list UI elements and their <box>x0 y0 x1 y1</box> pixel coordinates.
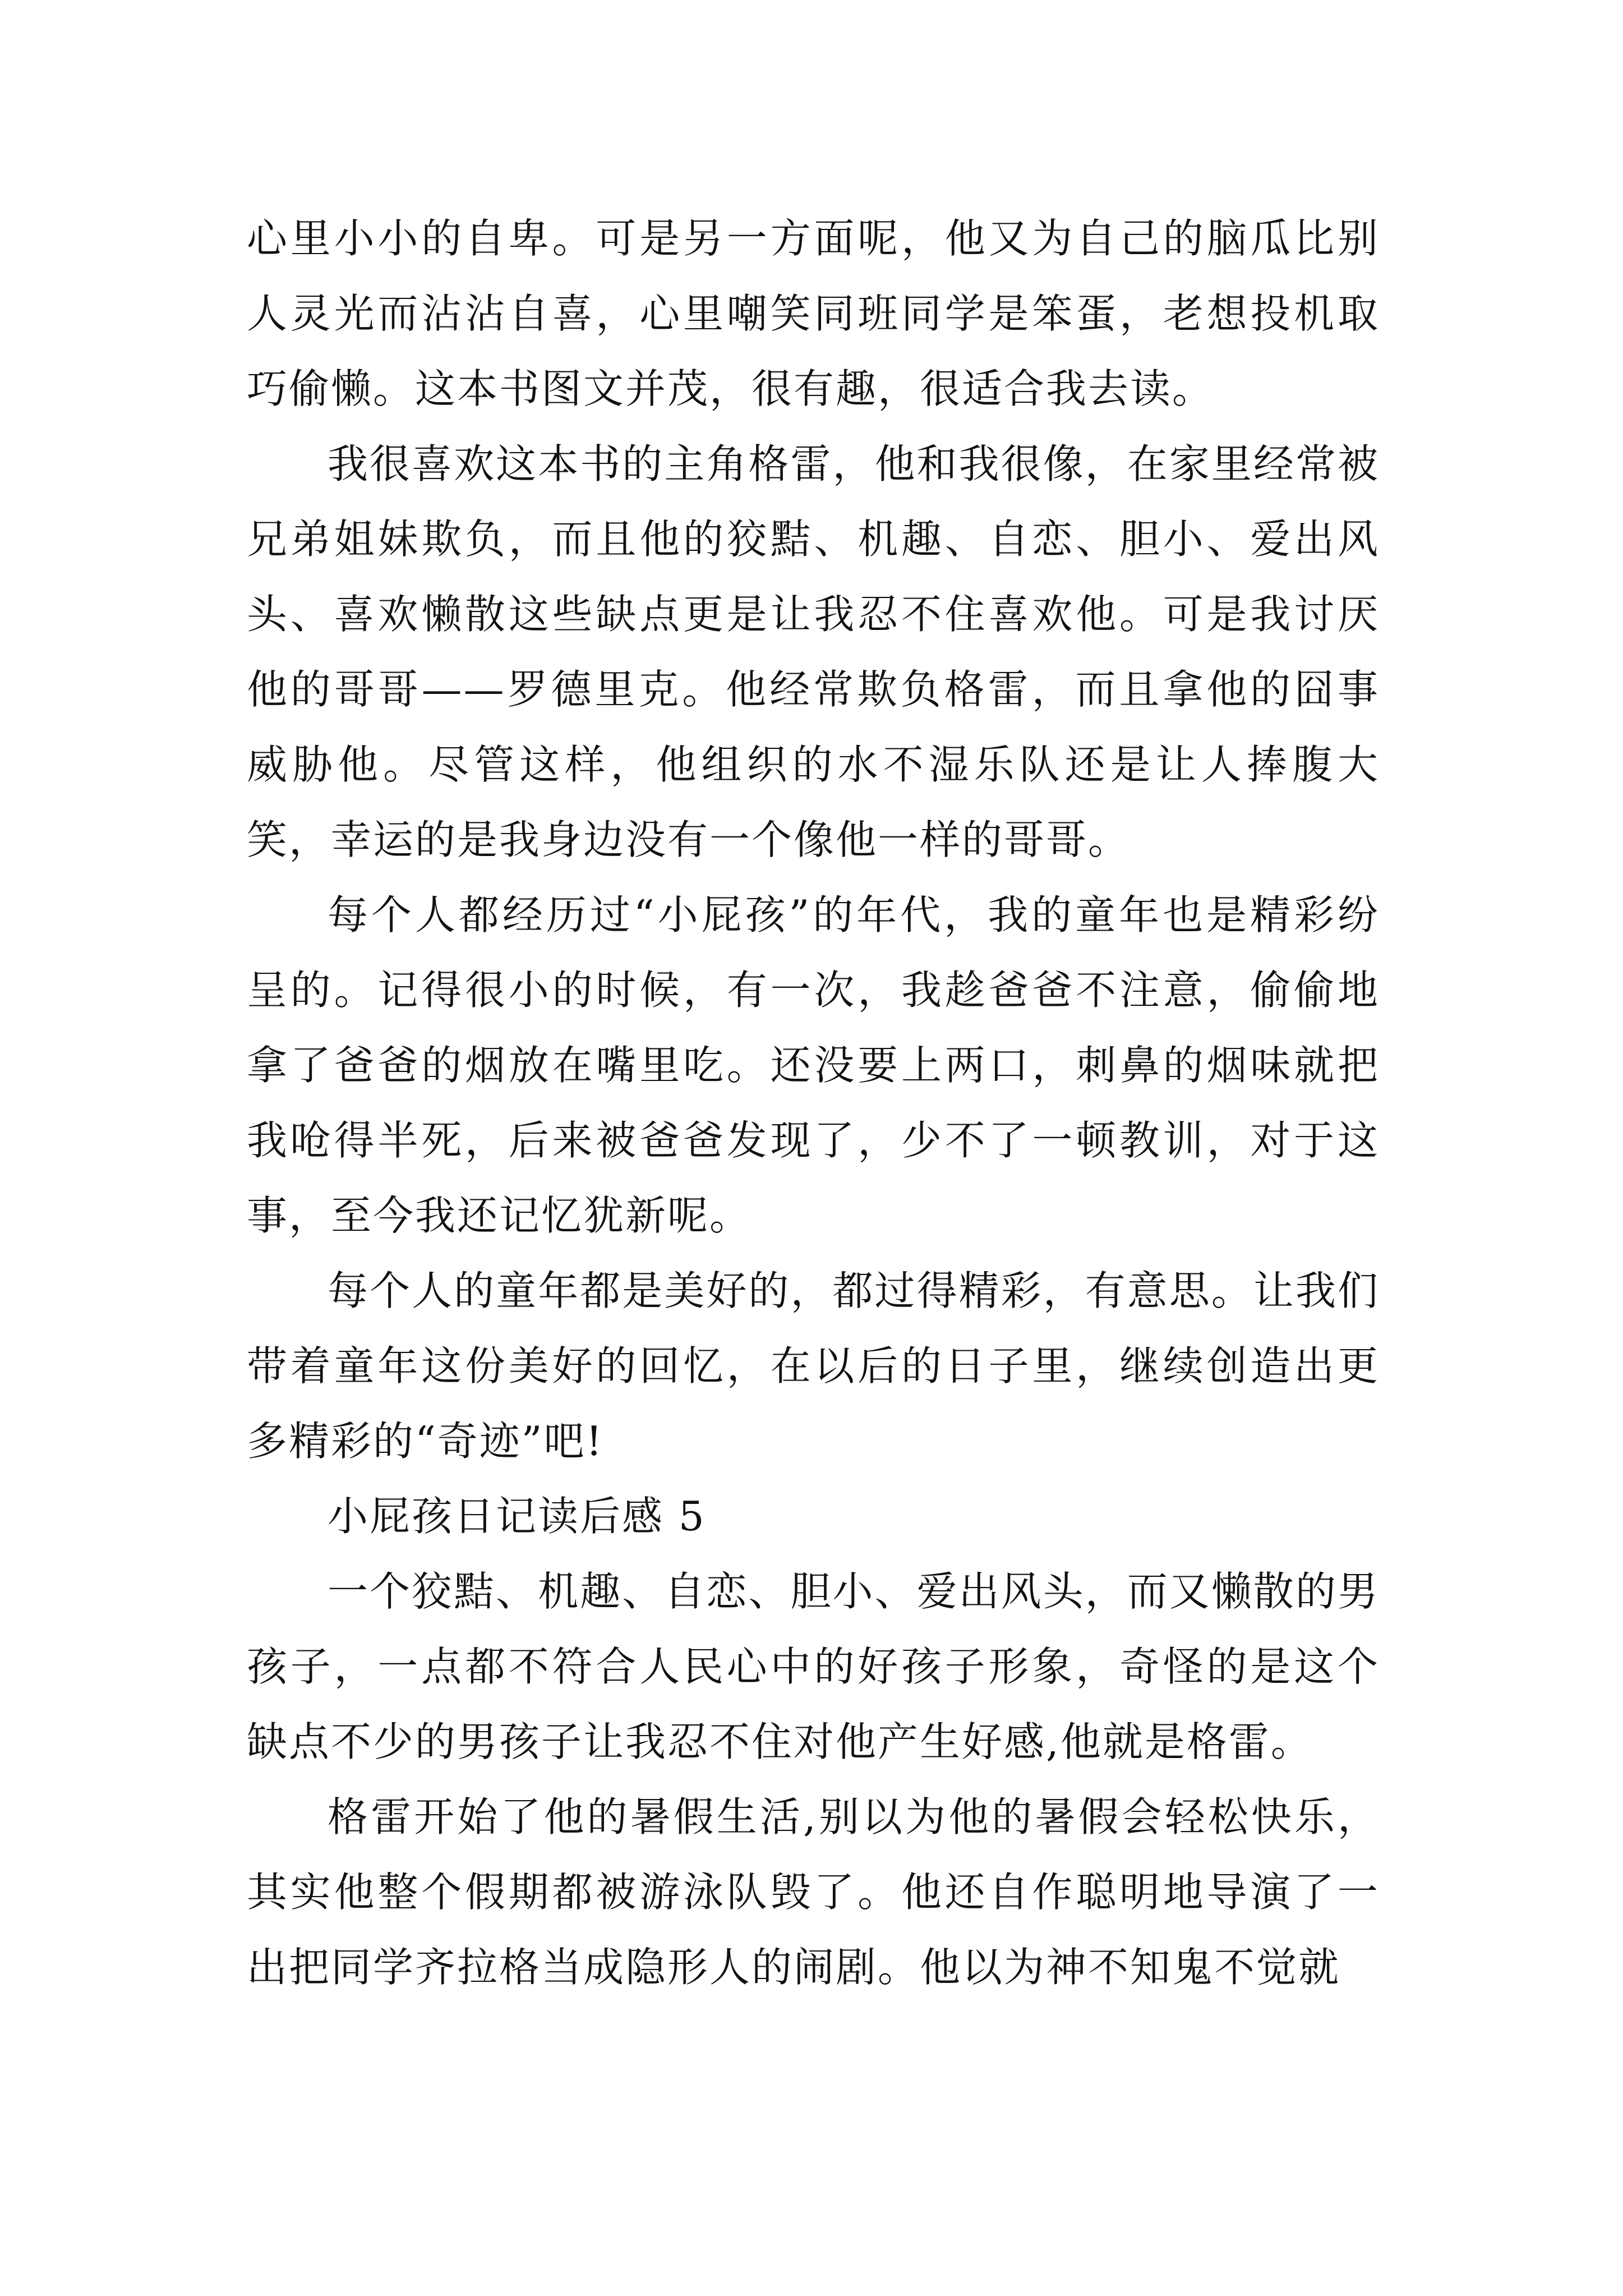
paragraph-4: 每个人的童年都是美好的，都过得精彩，有意思。让我们带着童年这份美好的回忆，在以后的日子里，继续创造出更多精彩的“奇迹”吧! <box>247 1267 1380 1465</box>
paragraph-2: 我很喜欢这本书的主角格雷，他和我很像，在家里经常被兄弟姐妹欺负，而且他的狡黠、机趣、自恋、胆小、爱出风头、喜欢懒散这些缺点更是让我忍不住喜欢他。可是我讨厌他的哥哥——罗德里克。他经常欺负格雷，而且拿他的囧事威胁他。尽管这样，他组织的水不湿乐队还是让人捧腹大笑，幸运的是我身边没有一个像他一样的哥哥。 <box>247 440 1380 863</box>
paragraph-5: 一个狡黠、机趣、自恋、胆小、爱出风头，而又懒散的男孩子，一点都不符合人民心中的好孩子形象，奇怪的是这个缺点不少的男孩子让我忍不住对他产生好感,他就是格雷。 <box>247 1568 1380 1765</box>
paragraph-1: 心里小小的自卑。可是另一方面呢，他又为自己的脑瓜比别人灵光而沾沾自喜，心里嘲笑同班同学是笨蛋，老想投机取巧偷懒。这本书图文并茂，很有趣，很适合我去读。 <box>247 215 1380 412</box>
paragraph-6: 格雷开始了他的暑假生活,别以为他的暑假会轻松快乐，其实他整个假期都被游泳队毁了。他还自作聪明地导演了一出把同学齐拉格当成隐形人的闹剧。他以为神不知鬼不觉就 <box>247 1793 1380 1991</box>
section-title: 小屁孩日记读后感 5 <box>328 1493 706 1540</box>
document-body <box>247 201 1380 2005</box>
paragraph-3: 每个人都经历过“小屁孩”的年代，我的童年也是精彩纷呈的。记得很小的时候，有一次，我趁爸爸不注意，偷偷地拿了爸爸的烟放在嘴里吃。还没要上两口，刺鼻的烟味就把我呛得半死，后来被爸爸发现了，少不了一顿教训，对于这事，至今我还记忆犹新呢。 <box>247 891 1380 1239</box>
